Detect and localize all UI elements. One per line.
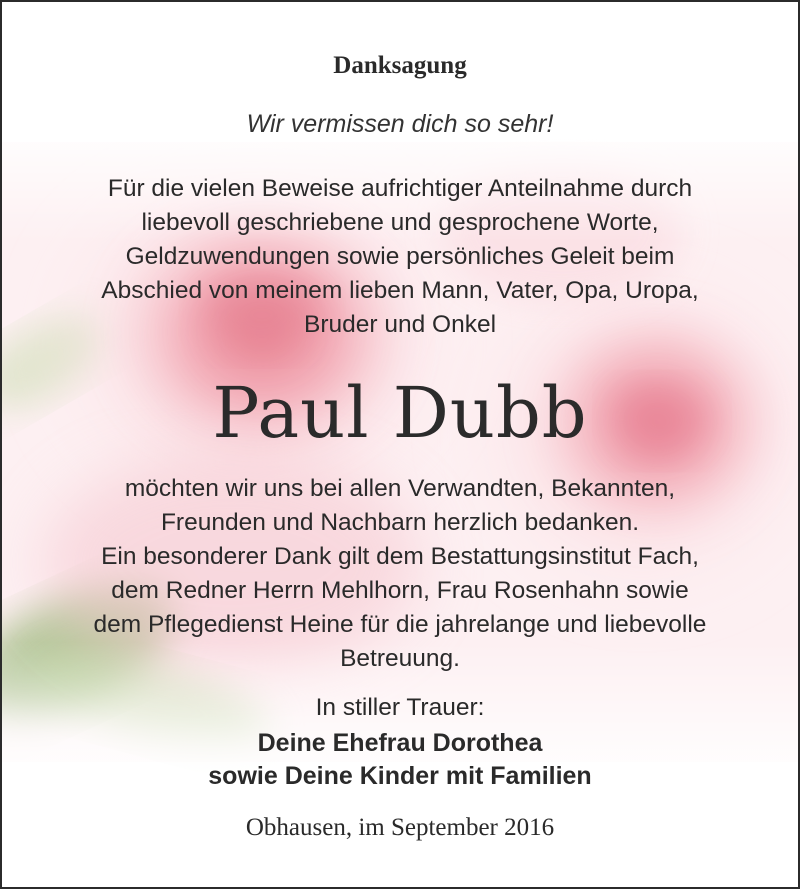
notice-heading: Danksagung	[333, 52, 467, 79]
thanks-line: dem Redner Herrn Mehlhorn, Frau Rosenhahn sowie	[111, 577, 689, 604]
thanks-line: Betreuung.	[340, 645, 460, 672]
signature-line-children: sowie Deine Kinder mit Familien	[208, 762, 592, 790]
motto: Wir vermissen dich so sehr!	[246, 110, 554, 138]
thanks-line: Freunden und Nachbarn herzlich bedanken.	[160, 509, 640, 536]
intro-line: Bruder und Onkel	[303, 311, 497, 338]
signature-intro: In stiller Trauer:	[315, 694, 485, 721]
intro-line: Geldzuwendungen sowie persönliches Geleit beim	[125, 243, 675, 270]
place-and-date: Obhausen, im September 2016	[245, 814, 555, 841]
signature-line-spouse: Deine Ehefrau Dorothea	[257, 729, 543, 757]
thanks-paragraph	[2, 472, 798, 676]
intro-line: Abschied von meinem lieben Mann, Vater, Opa, Uropa,	[101, 277, 699, 304]
intro-paragraph	[2, 172, 798, 342]
intro-line: liebevoll geschriebene und gesprochene Worte,	[141, 209, 659, 236]
thanks-line: dem Pflegedienst Heine für die jahrelange und liebevolle	[93, 611, 707, 638]
intro-line: Für die vielen Beweise aufrichtiger Anteilnahme durch	[107, 175, 693, 202]
deceased-name: Paul Dubb	[212, 372, 588, 454]
notice-content	[2, 2, 798, 887]
thanks-line: möchten wir uns bei allen Verwandten, Bekannten,	[124, 475, 676, 502]
thanks-line: Ein besonderer Dank gilt dem Bestattungsinstitut Fach,	[101, 543, 699, 570]
